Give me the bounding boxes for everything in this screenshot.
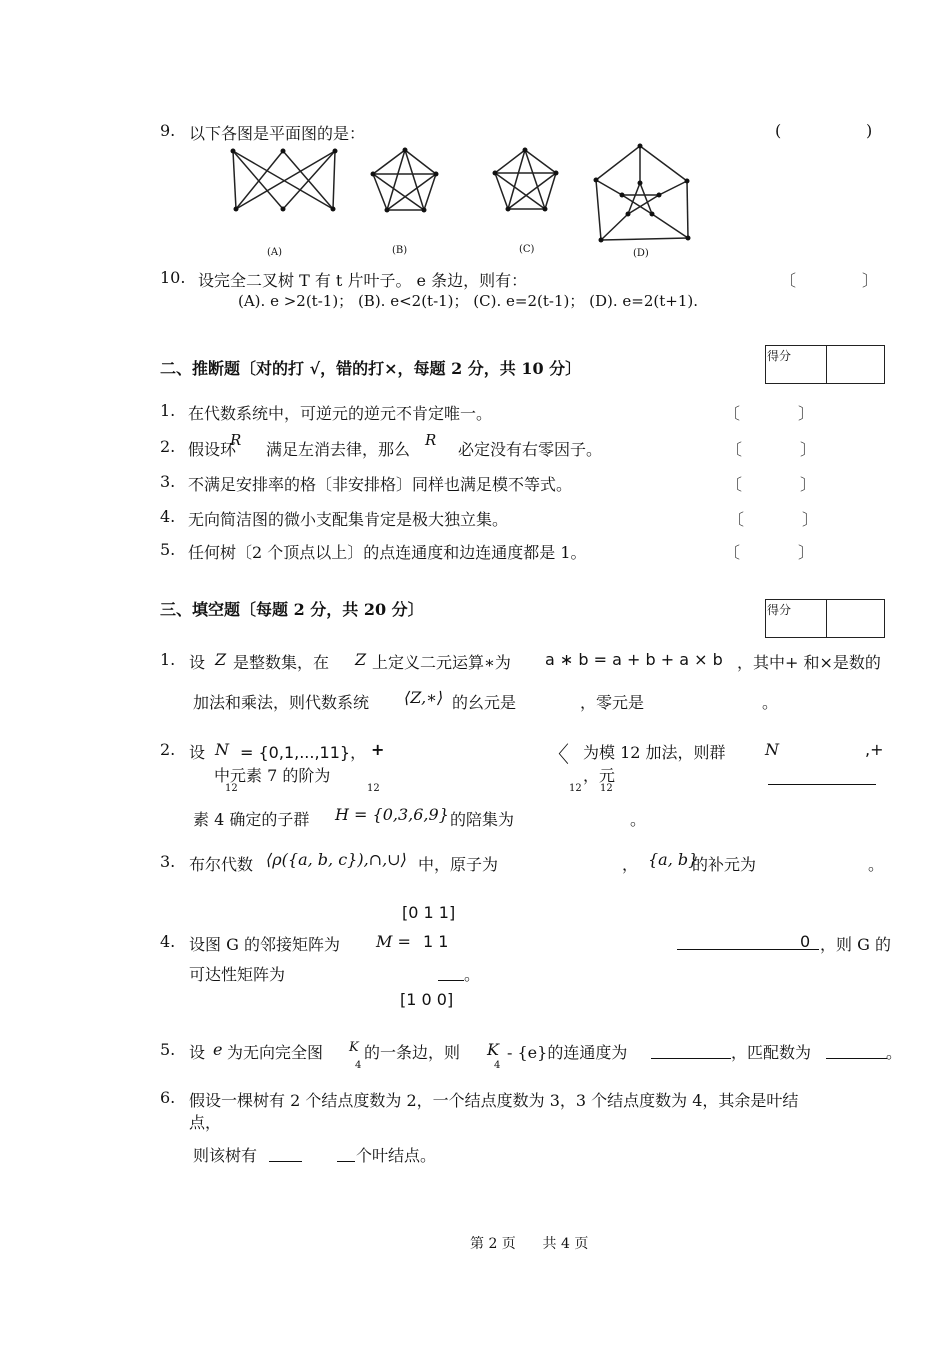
s3-q6-blank2[interactable] (337, 1161, 355, 1162)
s3-q1-line2d: 。 (762, 693, 779, 712)
s3-q3-number: 3. (160, 852, 176, 871)
graph-label-c: (C) (519, 244, 535, 255)
s3-q4-blank[interactable] (677, 949, 819, 950)
s3-q2-line3a: 素 4 确定的子群 (193, 810, 310, 829)
s3-q5-c: 的一条边，则 (364, 1043, 461, 1062)
s3-q6-c: 则该树有 (193, 1146, 258, 1165)
s2-item2-symbol-r1: R (230, 431, 242, 449)
s2-item2-number: 2. (160, 437, 176, 456)
s3-q4-matrix-row1: [0 1 1] (402, 903, 456, 922)
s3-q3-c: ， (622, 855, 639, 874)
s3-q3-system: ⟨ρ({a, b, c}),∩,∪⟩ (266, 850, 407, 869)
s2-item3-paren-l: 〔 (726, 475, 743, 494)
s3-q5-k1: K (349, 1040, 359, 1055)
q10-options: (A). e >2(t-1)； (B). e<2(t-1)； (C). e=2(t-1)； (D). e=2(t+1). (238, 292, 698, 310)
s3-q2-sub2: 12 (367, 783, 380, 794)
section2-title: 二、推断题〔对的打 √，错的打×，每题 2 分，共 10 分〕 (160, 359, 582, 378)
s2-item3-text: 不满足安排率的格〔非安排格〕同样也满足模不等式。 (188, 475, 573, 494)
s2-item2-paren-l: 〔 (726, 440, 743, 459)
s3-q2-c: ,+ (865, 740, 884, 759)
s3-q4-line2: 可达性矩阵为 (189, 965, 286, 984)
s3-q5-a: 设 (189, 1043, 206, 1062)
s3-q4-line2-blank[interactable] (438, 980, 464, 981)
s3-q1-a: 设 (189, 653, 206, 672)
s3-q5-sub2: 4 (494, 1060, 501, 1071)
s3-q4-number: 4. (160, 932, 176, 951)
s3-q2-angle: 〈 (547, 743, 570, 768)
section3-title: 三、填空题〔每题 2 分，共 20 分〕 (160, 600, 424, 619)
s3-q2-a: 设 (189, 743, 206, 762)
s3-q2-line2a: 中元素 7 的阶为 (214, 766, 331, 785)
q9-paren-left: ( (775, 121, 782, 140)
s3-q6-a: 假设一棵树有 2 个结点度数为 2，一个结点度数为 3，3 个结点度数为 4，其余是叶结 (189, 1091, 799, 1110)
s2-item3-paren-r: 〕 (800, 475, 817, 494)
s3-q1-d: ，其中+ 和×是数的 (737, 653, 881, 672)
s3-q1-c: 上定义二元运算∗为 (372, 653, 511, 672)
s3-q4-m: M = (376, 932, 411, 951)
s3-q2-plus: + (371, 740, 385, 759)
q10-paren-right: 〕 (862, 271, 879, 290)
s3-q1-z2: Z (355, 650, 367, 669)
s3-q2-line3c: 。 (630, 810, 647, 829)
page-footer: 第 2 页 共 4 页 (470, 1236, 589, 1252)
s3-q1-number: 1. (160, 650, 176, 669)
s2-item1-number: 1. (160, 401, 176, 420)
s3-q5-blank2[interactable] (826, 1058, 887, 1059)
s3-q4-matrix-row3: [1 0 0] (400, 990, 454, 1009)
q10-text: 设完全二叉树 T 有 t 片叶子。 e 条边，则有： (198, 271, 528, 290)
s3-q3-d: 的补元为 (692, 855, 757, 874)
s2-item2-symbol-r2: R (425, 431, 437, 449)
q10-number: 10. (160, 268, 186, 287)
s3-q2-sub1: 12 (225, 783, 238, 794)
s3-q2-h: H = {0,3,6,9} (335, 805, 449, 824)
s2-item1-text: 在代数系统中，可逆元的逆元不肯定唯一。 (188, 404, 493, 423)
s3-q6-b: 点， (189, 1113, 222, 1132)
q9-paren-right: ) (866, 121, 873, 140)
s2-item2-text-a: 假设环 (188, 440, 237, 459)
s3-q3-e: 。 (868, 855, 885, 874)
s3-q2-b: 为模 12 加法，则群 (583, 743, 726, 762)
s2-item1-paren-l: 〔 (724, 404, 741, 423)
s3-q1-line2a: 加法和乘法，则代数系统 (193, 693, 370, 712)
s2-item4-number: 4. (160, 507, 176, 526)
s3-q6-blank1[interactable] (269, 1161, 302, 1162)
s3-q2-n2: N (765, 740, 779, 759)
s3-q3-set: {a, b} (648, 850, 699, 869)
s3-q1-system: ⟨Z,∗⟩ (404, 688, 444, 707)
s3-q2-number: 2. (160, 740, 176, 759)
s2-item5-paren-l: 〔 (724, 543, 741, 562)
s3-q5-k2: K (487, 1040, 499, 1059)
s3-q5-e: e (213, 1040, 223, 1059)
s3-q6-number: 6. (160, 1088, 176, 1107)
s3-q4-end: 。 (464, 965, 481, 984)
section2-score-label: 得分 (767, 349, 792, 363)
s3-q6-d: 个叶结点。 (356, 1146, 437, 1165)
section3-score-label: 得分 (767, 603, 792, 617)
q9-number: 9. (160, 121, 176, 140)
s3-q1-b: 是整数集，在 (233, 653, 330, 672)
graph-d (594, 144, 691, 243)
s2-item2-text-c: 必定没有右零因子。 (458, 440, 603, 459)
s3-q3-a: 布尔代数 (189, 855, 254, 874)
graph-a (231, 149, 338, 212)
s2-item5-paren-r: 〕 (798, 543, 815, 562)
s3-q2-line3b: 的陪集为 (450, 810, 515, 829)
s3-q1-z1: Z (215, 650, 227, 669)
s3-q3-b: 中，原子为 (418, 855, 499, 874)
s3-q1-formula: a ∗ b = a + b + a × b (545, 650, 723, 669)
q9-graphs-figure (0, 140, 950, 265)
s3-q5-sub1: 4 (355, 1060, 362, 1071)
s3-q2-eq: = {0,1,...,11}， (240, 743, 367, 762)
s3-q1-line2b: 的幺元是 (452, 693, 517, 712)
s3-q2-blank1[interactable] (768, 784, 876, 785)
s3-q4-b: ，则 G 的 (820, 935, 891, 954)
s3-q2-sub4: 12 (600, 783, 613, 794)
s2-item5-number: 5. (160, 540, 176, 559)
s2-item3-number: 3. (160, 472, 176, 491)
s3-q4-a: 设图 G 的邻接矩阵为 (189, 935, 340, 954)
graph-c (493, 148, 559, 212)
s2-item4-paren-r: 〕 (802, 510, 819, 529)
s2-item4-paren-l: 〔 (728, 510, 745, 529)
s3-q1-line2c: ，零元是 (580, 693, 645, 712)
graph-label-d: (D) (633, 248, 649, 259)
s3-q5-blank1[interactable] (651, 1058, 731, 1059)
graph-label-b: (B) (392, 245, 408, 256)
s2-item2-paren-r: 〕 (800, 440, 817, 459)
s3-q4-matrix-row2: 1 1 (423, 932, 449, 951)
s3-q2-n: N (215, 740, 229, 759)
s3-q5-d: - {e}的连通度为 (507, 1043, 628, 1062)
s3-q5-number: 5. (160, 1040, 176, 1059)
q10-paren-left: 〔 (780, 271, 797, 290)
graph-b (371, 148, 439, 213)
s2-item4-text: 无向简洁图的微小支配集肯定是极大独立集。 (188, 510, 509, 529)
s3-q2-line2b: ，元 (583, 766, 616, 785)
s2-item5-text: 任何树〔2 个顶点以上〕的点连通度和边连通度都是 1。 (188, 543, 587, 562)
s3-q5-f: ，匹配数为 (731, 1043, 812, 1062)
s3-q5-b: 为无向完全图 (227, 1043, 324, 1062)
section2-score-box (765, 345, 885, 384)
s3-q4-row2-end: 0 (800, 932, 811, 951)
s2-item2-text-b: 满足左消去律，那么 (266, 440, 411, 459)
graph-label-a: (A) (267, 247, 283, 258)
s3-q5-g: 。 (886, 1043, 903, 1062)
s3-q2-sub3: 12 (569, 783, 582, 794)
q9-text: 以下各图是平面图的是： (189, 124, 366, 143)
s2-item1-paren-r: 〕 (798, 404, 815, 423)
section3-score-box (765, 599, 885, 638)
